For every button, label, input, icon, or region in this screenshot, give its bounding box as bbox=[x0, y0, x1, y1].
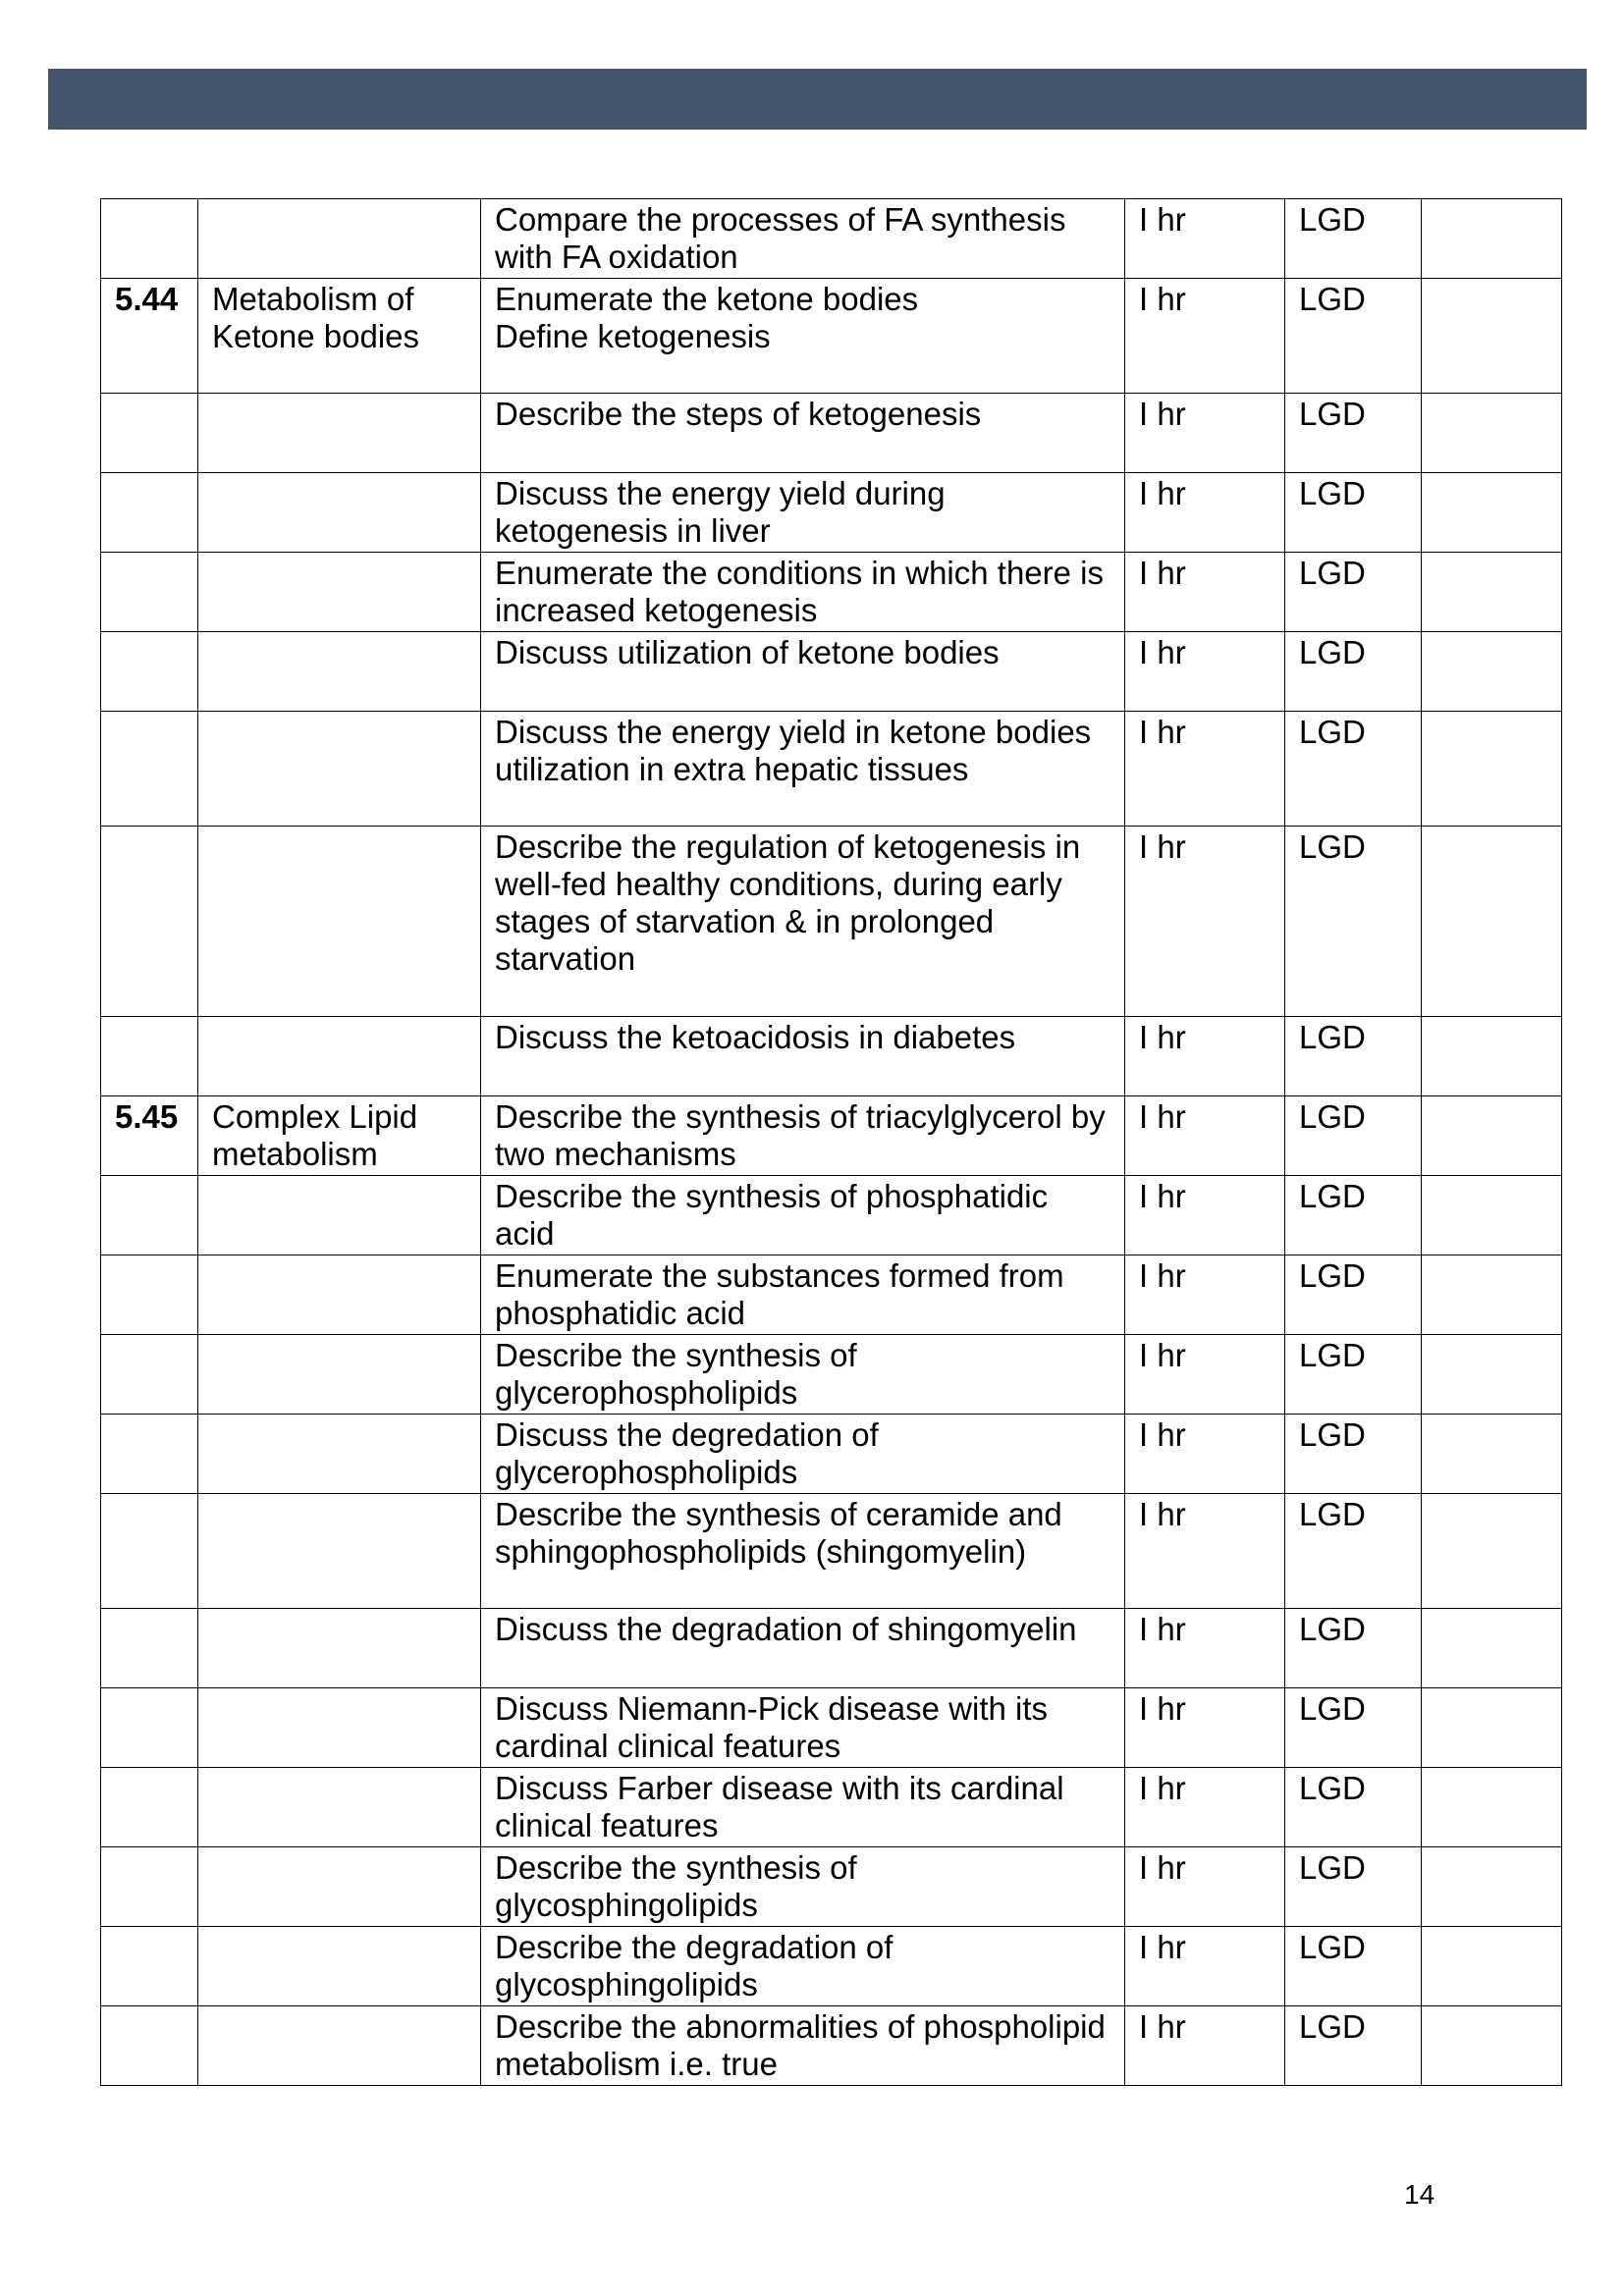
table-row bbox=[101, 1096, 1562, 1176]
table-row bbox=[101, 553, 1562, 632]
table-row bbox=[101, 1688, 1562, 1768]
competency-code bbox=[101, 1768, 198, 1847]
teaching-method-cell: LGD bbox=[1285, 199, 1422, 279]
objective-cell: Enumerate the substances formed from phosphatidic acid bbox=[481, 1255, 1125, 1335]
competency-code bbox=[101, 1255, 198, 1335]
extra-cell bbox=[1422, 632, 1562, 712]
competency-code bbox=[101, 1176, 198, 1255]
objective-cell: Describe the degradation of glycosphingolipids bbox=[481, 1927, 1125, 2006]
objective-cell: Describe the abnormalities of phospholipid metabolism i.e. true bbox=[481, 2006, 1125, 2086]
hours-cell: I hr bbox=[1125, 712, 1285, 827]
topic-cell bbox=[198, 1688, 481, 1768]
topic-cell bbox=[198, 553, 481, 632]
table-row bbox=[101, 1335, 1562, 1415]
competency-code bbox=[101, 199, 198, 279]
curriculum-table-body bbox=[101, 199, 1562, 2086]
topic-cell bbox=[198, 394, 481, 473]
table-row bbox=[101, 632, 1562, 712]
objective-cell: Describe the synthesis of triacylglycerol by two mechanisms bbox=[481, 1096, 1125, 1176]
competency-code bbox=[101, 632, 198, 712]
objective-cell: Compare the processes of FA synthesis with FA oxidation bbox=[481, 199, 1125, 279]
hours-cell: I hr bbox=[1125, 2006, 1285, 2086]
teaching-method-cell: LGD bbox=[1285, 1609, 1422, 1688]
teaching-method-cell: LGD bbox=[1285, 1096, 1422, 1176]
topic-cell bbox=[198, 1415, 481, 1494]
hours-cell: I hr bbox=[1125, 1096, 1285, 1176]
topic-cell: Metabolism of Ketone bodies bbox=[198, 279, 481, 394]
competency-code bbox=[101, 1017, 198, 1096]
extra-cell bbox=[1422, 1494, 1562, 1609]
objective-cell: Describe the synthesis of glycosphingolipids bbox=[481, 1847, 1125, 1927]
table-row bbox=[101, 1415, 1562, 1494]
extra-cell bbox=[1422, 1176, 1562, 1255]
teaching-method-cell: LGD bbox=[1285, 553, 1422, 632]
extra-cell bbox=[1422, 394, 1562, 473]
objective-cell: Describe the synthesis of ceramide and sphingophospholipids (shingomyelin) bbox=[481, 1494, 1125, 1609]
competency-code bbox=[101, 1415, 198, 1494]
hours-cell: I hr bbox=[1125, 279, 1285, 394]
teaching-method-cell: LGD bbox=[1285, 1927, 1422, 2006]
topic-cell bbox=[198, 1847, 481, 1927]
extra-cell bbox=[1422, 199, 1562, 279]
objective-cell: Enumerate the ketone bodies Define ketogenesis bbox=[481, 279, 1125, 394]
objective-cell: Discuss the ketoacidosis in diabetes bbox=[481, 1017, 1125, 1096]
table-row bbox=[101, 394, 1562, 473]
topic-cell bbox=[198, 473, 481, 553]
table-row bbox=[101, 1494, 1562, 1609]
teaching-method-cell: LGD bbox=[1285, 473, 1422, 553]
objective-cell: Discuss the energy yield in ketone bodies utilization in extra hepatic tissues bbox=[481, 712, 1125, 827]
hours-cell: I hr bbox=[1125, 1609, 1285, 1688]
objective-cell: Discuss utilization of ketone bodies bbox=[481, 632, 1125, 712]
topic-cell bbox=[198, 1255, 481, 1335]
hours-cell: I hr bbox=[1125, 1335, 1285, 1415]
table-row bbox=[101, 1768, 1562, 1847]
topic-cell bbox=[198, 1768, 481, 1847]
hours-cell: I hr bbox=[1125, 1688, 1285, 1768]
competency-code bbox=[101, 1494, 198, 1609]
extra-cell bbox=[1422, 1609, 1562, 1688]
teaching-method-cell: LGD bbox=[1285, 1255, 1422, 1335]
competency-code: 5.44 bbox=[101, 279, 198, 394]
topic-cell bbox=[198, 1176, 481, 1255]
table-row bbox=[101, 279, 1562, 394]
hours-cell: I hr bbox=[1125, 1768, 1285, 1847]
hours-cell: I hr bbox=[1125, 199, 1285, 279]
table-row bbox=[101, 1927, 1562, 2006]
objective-cell: Discuss Niemann-Pick disease with its cardinal clinical features bbox=[481, 1688, 1125, 1768]
teaching-method-cell: LGD bbox=[1285, 1335, 1422, 1415]
competency-code bbox=[101, 553, 198, 632]
table-row bbox=[101, 827, 1562, 1017]
competency-code bbox=[101, 712, 198, 827]
topic-cell: Complex Lipid metabolism bbox=[198, 1096, 481, 1176]
competency-code bbox=[101, 1335, 198, 1415]
extra-cell bbox=[1422, 1096, 1562, 1176]
competency-code bbox=[101, 1927, 198, 2006]
teaching-method-cell: LGD bbox=[1285, 1415, 1422, 1494]
extra-cell bbox=[1422, 827, 1562, 1017]
topic-cell bbox=[198, 632, 481, 712]
objective-cell: Describe the synthesis of phosphatidic acid bbox=[481, 1176, 1125, 1255]
objective-cell: Describe the regulation of ketogenesis in well-fed healthy conditions, during early stages of starvation & in prolonged starvation bbox=[481, 827, 1125, 1017]
topic-cell bbox=[198, 827, 481, 1017]
extra-cell bbox=[1422, 1768, 1562, 1847]
teaching-method-cell: LGD bbox=[1285, 1176, 1422, 1255]
extra-cell bbox=[1422, 553, 1562, 632]
teaching-method-cell: LGD bbox=[1285, 1688, 1422, 1768]
objective-cell: Enumerate the conditions in which there is increased ketogenesis bbox=[481, 553, 1125, 632]
curriculum-table bbox=[100, 198, 1562, 2086]
objective-cell: Discuss the energy yield during ketogenesis in liver bbox=[481, 473, 1125, 553]
topic-cell bbox=[198, 1609, 481, 1688]
topic-cell bbox=[198, 2006, 481, 2086]
hours-cell: I hr bbox=[1125, 553, 1285, 632]
table-row bbox=[101, 2006, 1562, 2086]
teaching-method-cell: LGD bbox=[1285, 632, 1422, 712]
topic-cell bbox=[198, 712, 481, 827]
teaching-method-cell: LGD bbox=[1285, 827, 1422, 1017]
table-row bbox=[101, 1176, 1562, 1255]
table-row bbox=[101, 712, 1562, 827]
extra-cell bbox=[1422, 1688, 1562, 1768]
competency-code bbox=[101, 394, 198, 473]
topic-cell bbox=[198, 1494, 481, 1609]
extra-cell bbox=[1422, 1415, 1562, 1494]
teaching-method-cell: LGD bbox=[1285, 1847, 1422, 1927]
table-row bbox=[101, 1255, 1562, 1335]
table-row bbox=[101, 199, 1562, 279]
competency-code bbox=[101, 1847, 198, 1927]
extra-cell bbox=[1422, 2006, 1562, 2086]
teaching-method-cell: LGD bbox=[1285, 1768, 1422, 1847]
extra-cell bbox=[1422, 473, 1562, 553]
table-row bbox=[101, 473, 1562, 553]
hours-cell: I hr bbox=[1125, 632, 1285, 712]
header-band bbox=[48, 69, 1587, 130]
objective-cell: Discuss Farber disease with its cardinal clinical features bbox=[481, 1768, 1125, 1847]
objective-cell: Discuss the degradation of shingomyelin bbox=[481, 1609, 1125, 1688]
objective-cell: Describe the steps of ketogenesis bbox=[481, 394, 1125, 473]
extra-cell bbox=[1422, 1927, 1562, 2006]
extra-cell bbox=[1422, 279, 1562, 394]
extra-cell bbox=[1422, 1335, 1562, 1415]
hours-cell: I hr bbox=[1125, 1017, 1285, 1096]
hours-cell: I hr bbox=[1125, 394, 1285, 473]
competency-code: 5.45 bbox=[101, 1096, 198, 1176]
hours-cell: I hr bbox=[1125, 1255, 1285, 1335]
topic-cell bbox=[198, 1927, 481, 2006]
extra-cell bbox=[1422, 1017, 1562, 1096]
hours-cell: I hr bbox=[1125, 1847, 1285, 1927]
teaching-method-cell: LGD bbox=[1285, 1494, 1422, 1609]
objective-cell: Describe the synthesis of glycerophospholipids bbox=[481, 1335, 1125, 1415]
competency-code bbox=[101, 2006, 198, 2086]
competency-code bbox=[101, 1688, 198, 1768]
topic-cell bbox=[198, 199, 481, 279]
teaching-method-cell: LGD bbox=[1285, 1017, 1422, 1096]
hours-cell: I hr bbox=[1125, 473, 1285, 553]
hours-cell: I hr bbox=[1125, 1494, 1285, 1609]
topic-cell bbox=[198, 1335, 481, 1415]
competency-code bbox=[101, 473, 198, 553]
competency-code bbox=[101, 1609, 198, 1688]
competency-code bbox=[101, 827, 198, 1017]
table-row bbox=[101, 1609, 1562, 1688]
objective-cell: Discuss the degredation of glycerophospholipids bbox=[481, 1415, 1125, 1494]
topic-cell bbox=[198, 1017, 481, 1096]
hours-cell: I hr bbox=[1125, 1176, 1285, 1255]
extra-cell bbox=[1422, 1847, 1562, 1927]
page-number: 14 bbox=[1404, 2179, 1435, 2210]
extra-cell bbox=[1422, 1255, 1562, 1335]
table-row bbox=[101, 1847, 1562, 1927]
teaching-method-cell: LGD bbox=[1285, 2006, 1422, 2086]
hours-cell: I hr bbox=[1125, 1927, 1285, 2006]
hours-cell: I hr bbox=[1125, 1415, 1285, 1494]
teaching-method-cell: LGD bbox=[1285, 394, 1422, 473]
extra-cell bbox=[1422, 712, 1562, 827]
table-row bbox=[101, 1017, 1562, 1096]
teaching-method-cell: LGD bbox=[1285, 279, 1422, 394]
teaching-method-cell: LGD bbox=[1285, 712, 1422, 827]
hours-cell: I hr bbox=[1125, 827, 1285, 1017]
